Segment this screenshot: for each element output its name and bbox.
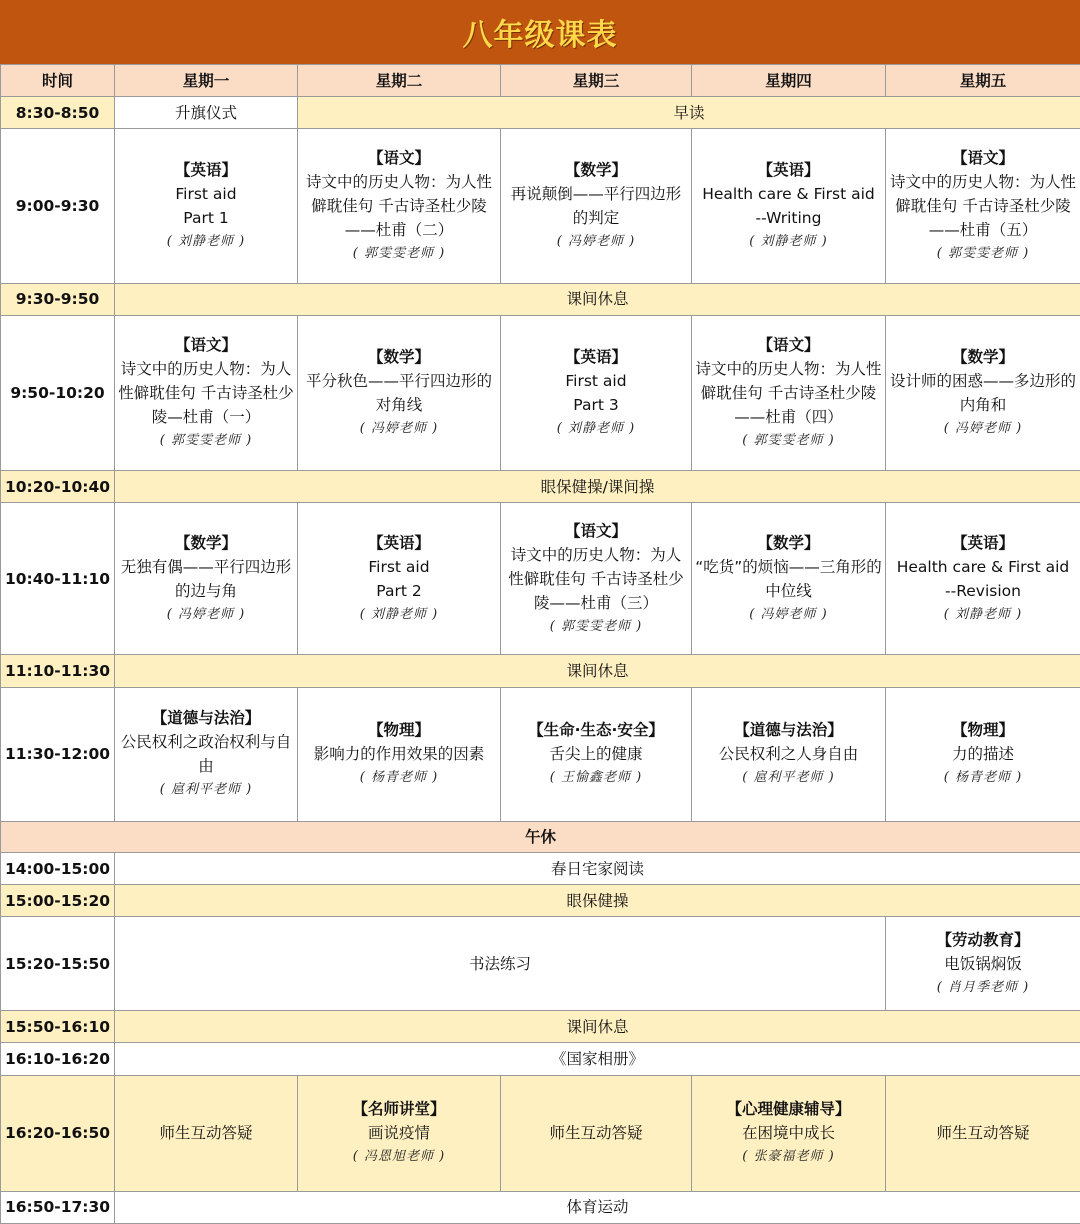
time-cell: 14:00-15:00 xyxy=(1,852,115,884)
teacher-label: ( 冯恩旭老师 ) xyxy=(352,1149,446,1165)
topic-line: 舌尖上的健康 xyxy=(549,745,643,764)
subject-label: 【数学】 xyxy=(564,160,627,179)
subject-label: 【名师讲堂】 xyxy=(352,1100,446,1119)
subject-label: 【语文】 xyxy=(174,335,237,354)
qa-cell: 师生互动答疑 xyxy=(501,1075,692,1191)
subject-label: 【语文】 xyxy=(951,148,1014,167)
subject-label: 【道德与法治】 xyxy=(151,709,261,728)
subject-label: 【语文】 xyxy=(367,148,430,167)
table-row xyxy=(1,471,1080,503)
topic-line: 公民权利之政治权利与自由 xyxy=(120,733,292,776)
lesson-cell xyxy=(886,503,1080,655)
header-friday: 星期五 xyxy=(886,65,1080,97)
time-cell: 15:00-15:20 xyxy=(1,885,115,917)
lesson-cell xyxy=(501,687,692,821)
teacher-label: ( 冯婷老师 ) xyxy=(556,233,636,249)
time-cell: 9:00-9:30 xyxy=(1,129,115,283)
subject-label: 【物理】 xyxy=(951,721,1014,740)
teacher-label: ( 张豪福老师 ) xyxy=(742,1149,835,1165)
topic-line: First aid xyxy=(175,184,237,203)
teacher-label: ( 刘静老师 ) xyxy=(749,233,828,249)
subject-label: 【英语】 xyxy=(757,160,820,179)
topic-line: 无独有偶——平行四边形的边与角 xyxy=(120,557,292,600)
flag-ceremony-cell: 升旗仪式 xyxy=(115,97,298,129)
header-thursday: 星期四 xyxy=(692,65,886,97)
lesson-cell xyxy=(115,129,298,283)
table-row xyxy=(1,283,1080,315)
break-cell: 课间休息 xyxy=(115,655,1080,687)
lesson-cell xyxy=(692,315,886,470)
topic-line: 公民权利之人身自由 xyxy=(718,745,859,764)
subject-label: 【劳动教育】 xyxy=(936,930,1030,949)
topic-line: 平分秋色——平行四边形的对角线 xyxy=(305,371,492,414)
time-cell: 15:20-15:50 xyxy=(1,917,115,1011)
lesson-cell xyxy=(298,1075,501,1191)
teacher-label: ( 刘静老师 ) xyxy=(556,420,636,436)
subject-label: 【语文】 xyxy=(757,335,820,354)
topic-line: 再说颠倒——平行四边形的判定 xyxy=(510,184,682,227)
subject-label: 【数学】 xyxy=(367,347,430,366)
topic-line: 电饭锅焖饭 xyxy=(944,954,1022,973)
subject-label: 【英语】 xyxy=(951,533,1014,552)
lesson-cell xyxy=(886,315,1080,470)
subject-label: 【数学】 xyxy=(951,347,1014,366)
subject-label: 【英语】 xyxy=(564,347,627,366)
eye-exercise-cell: 眼保健操/课间操 xyxy=(115,471,1080,503)
time-cell: 16:50-17:30 xyxy=(1,1191,115,1223)
topic-line: 设计师的困惑——多边形的内角和 xyxy=(889,371,1076,414)
teacher-label: ( 扈利平老师 ) xyxy=(159,782,253,798)
lesson-cell xyxy=(692,687,886,821)
table-row xyxy=(1,1191,1080,1223)
topic-line: 诗文中的历史人物：为人性僻耽佳句 千古诗圣杜少陵——杜甫（二） xyxy=(305,172,492,239)
time-cell: 9:30-9:50 xyxy=(1,283,115,315)
topic-line: --Revision xyxy=(945,581,1021,600)
subject-label: 【语文】 xyxy=(564,521,627,540)
teacher-label: ( 肖月季老师 ) xyxy=(936,979,1030,995)
topic-line: First aid xyxy=(368,557,430,576)
subject-label: 【生命·生态·安全】 xyxy=(528,721,664,740)
morning-reading-cell: 早读 xyxy=(298,97,1080,129)
table-row xyxy=(1,917,1080,1011)
time-cell: 15:50-16:10 xyxy=(1,1011,115,1043)
topic-line: 在困境中成长 xyxy=(741,1124,835,1143)
topic-line: 诗文中的历史人物：为人性僻耽佳句 千古诗圣杜少陵——杜甫（三） xyxy=(508,545,684,612)
header-wednesday: 星期三 xyxy=(501,65,692,97)
subject-label: 【英语】 xyxy=(174,160,237,179)
lesson-cell xyxy=(298,687,501,821)
topic-line: Part 3 xyxy=(573,395,619,414)
topic-line: Part 1 xyxy=(183,208,229,227)
reading-cell: 春日宅家阅读 xyxy=(115,852,1080,884)
table-row xyxy=(1,687,1080,821)
teacher-label: ( 冯婷老师 ) xyxy=(359,420,439,436)
lesson-cell xyxy=(692,503,886,655)
lesson-cell xyxy=(501,503,692,655)
calligraphy-cell: 书法练习 xyxy=(115,917,886,1011)
time-cell: 10:20-10:40 xyxy=(1,471,115,503)
topic-line: Health care & First aid xyxy=(896,557,1070,576)
subject-label: 【数学】 xyxy=(174,533,237,552)
table-row xyxy=(1,97,1080,129)
time-cell: 9:50-10:20 xyxy=(1,315,115,470)
time-cell: 11:30-12:00 xyxy=(1,687,115,821)
break-cell: 课间休息 xyxy=(115,283,1080,315)
lesson-cell xyxy=(298,503,501,655)
table-row xyxy=(1,129,1080,283)
table-row xyxy=(1,503,1080,655)
lesson-cell xyxy=(692,129,886,283)
national-album-cell: 《国家相册》 xyxy=(115,1043,1080,1075)
table-row xyxy=(1,1011,1080,1043)
time-cell: 11:10-11:30 xyxy=(1,655,115,687)
time-cell: 16:10-16:20 xyxy=(1,1043,115,1075)
teacher-label: ( 冯婷老师 ) xyxy=(749,606,828,622)
table-row xyxy=(1,1043,1080,1075)
topic-line: 影响力的作用效果的因素 xyxy=(313,745,485,764)
topic-line: Part 2 xyxy=(376,581,422,600)
teacher-label: ( 王愉鑫老师 ) xyxy=(549,770,643,786)
topic-line: 诗文中的历史人物：为人性僻耽佳句 千古诗圣杜少陵——杜甫（四） xyxy=(695,359,882,426)
table-row xyxy=(1,1075,1080,1191)
header-time: 时间 xyxy=(1,65,115,97)
table-row xyxy=(1,852,1080,884)
time-cell: 8:30-8:50 xyxy=(1,97,115,129)
lesson-cell xyxy=(501,315,692,470)
qa-cell: 师生互动答疑 xyxy=(886,1075,1080,1191)
time-cell: 16:20-16:50 xyxy=(1,1075,115,1191)
teacher-label: ( 杨青老师 ) xyxy=(943,770,1023,786)
topic-line: Health care & First aid xyxy=(702,184,875,203)
topic-line: 诗文中的历史人物：为人性僻耽佳句 千古诗圣杜少陵—杜甫（一） xyxy=(118,359,294,426)
teacher-label: ( 杨青老师 ) xyxy=(359,770,439,786)
sports-cell: 体育运动 xyxy=(115,1191,1080,1223)
teacher-label: ( 郭雯雯老师 ) xyxy=(742,432,835,448)
header-tuesday: 星期二 xyxy=(298,65,501,97)
topic-line: --Writing xyxy=(755,208,822,227)
schedule-title-bar xyxy=(0,0,1080,65)
teacher-label: ( 郭雯雯老师 ) xyxy=(936,245,1030,261)
subject-label: 【物理】 xyxy=(367,721,430,740)
teacher-label: ( 冯婷老师 ) xyxy=(166,606,246,622)
topic-line: 诗文中的历史人物：为人性僻耽佳句 千古诗圣杜少陵——杜甫（五） xyxy=(889,172,1076,239)
topic-line: 画说疫情 xyxy=(367,1124,430,1143)
lesson-cell xyxy=(298,129,501,283)
subject-label: 【数学】 xyxy=(757,533,820,552)
table-row xyxy=(1,655,1080,687)
topic-line: 力的描述 xyxy=(951,745,1014,764)
header-row xyxy=(1,65,1080,97)
teacher-label: ( 郭雯雯老师 ) xyxy=(352,245,446,261)
table-row xyxy=(1,315,1080,470)
teacher-label: ( 郭雯雯老师 ) xyxy=(549,618,643,634)
time-cell: 10:40-11:10 xyxy=(1,503,115,655)
teacher-label: ( 刘静老师 ) xyxy=(943,606,1023,622)
topic-line: First aid xyxy=(565,371,627,390)
subject-label: 【心理健康辅导】 xyxy=(726,1100,851,1119)
lesson-cell xyxy=(886,917,1080,1011)
lunch-row xyxy=(1,821,1080,852)
teacher-label: ( 郭雯雯老师 ) xyxy=(159,432,253,448)
lesson-cell xyxy=(886,129,1080,283)
teacher-label: ( 冯婷老师 ) xyxy=(943,420,1023,436)
header-monday: 星期一 xyxy=(115,65,298,97)
teacher-label: ( 刘静老师 ) xyxy=(166,233,246,249)
lesson-cell xyxy=(501,129,692,283)
eye-exercise-cell: 眼保健操 xyxy=(115,885,1080,917)
subject-label: 【英语】 xyxy=(367,533,430,552)
lesson-cell xyxy=(886,687,1080,821)
lesson-cell xyxy=(692,1075,886,1191)
lesson-cell xyxy=(115,687,298,821)
table-row xyxy=(1,885,1080,917)
lesson-cell xyxy=(115,315,298,470)
topic-line: “吃货”的烦恼——三角形的中位线 xyxy=(695,557,882,600)
teacher-label: ( 刘静老师 ) xyxy=(359,606,439,622)
break-cell: 课间休息 xyxy=(115,1011,1080,1043)
teacher-label: ( 扈利平老师 ) xyxy=(742,770,835,786)
schedule-title: 八年级课表 xyxy=(462,18,618,53)
lesson-cell xyxy=(298,315,501,470)
qa-cell: 师生互动答疑 xyxy=(115,1075,298,1191)
lesson-cell xyxy=(115,503,298,655)
subject-label: 【道德与法治】 xyxy=(734,721,843,740)
lunch-cell: 午休 xyxy=(1,821,1080,852)
timetable xyxy=(0,64,1080,1224)
